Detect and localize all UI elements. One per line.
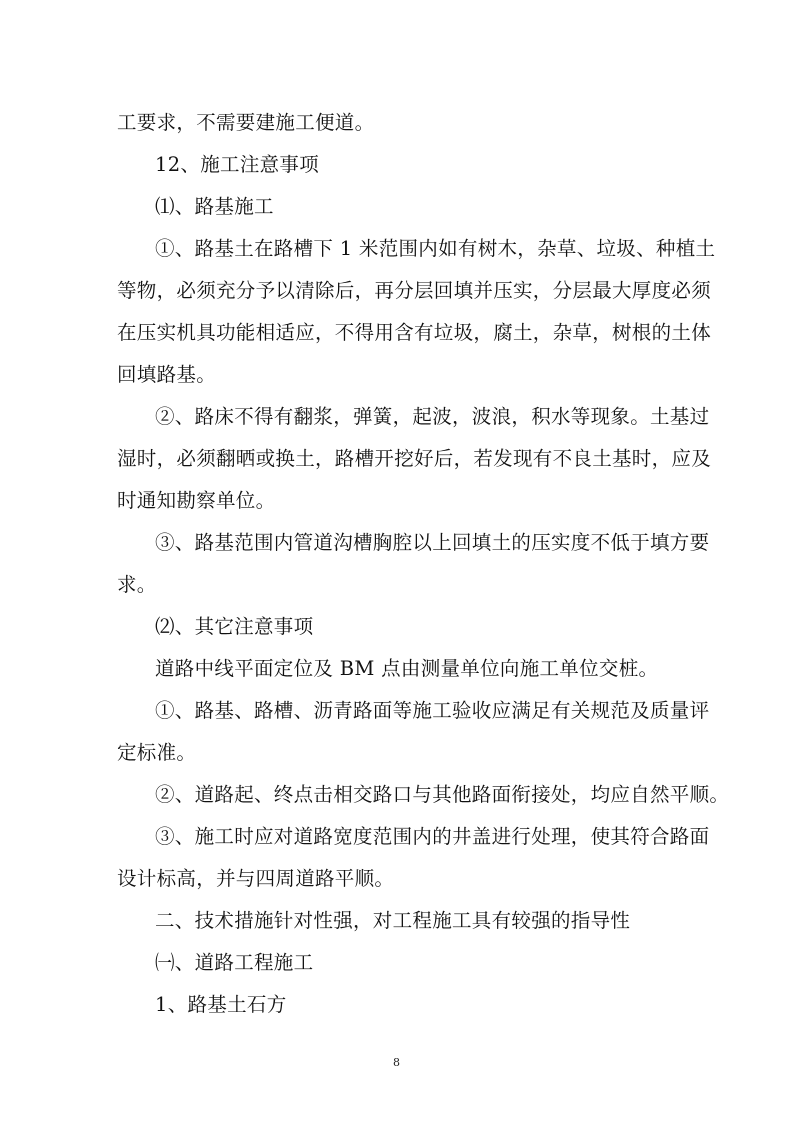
text-line: ②、道路起、终点击相交路口与其他路面衔接处，均应自然平顺。: [155, 783, 730, 806]
text-line: 道路中线平面定位及 BM 点由测量单位向施工单位交桩。: [155, 657, 659, 680]
text-line: 等物，必须充分予以清除后，再分层回填并压实，分层最大厚度必须: [117, 279, 712, 302]
text-line: ③、路基范围内管道沟槽胸腔以上回填土的压实度不低于填方要: [155, 531, 710, 554]
chapter-heading: 二、技术措施针对性强，对工程施工具有较强的指导性: [155, 909, 631, 932]
text-line: 湿时，必须翻晒或换土，路槽开挖好后，若发现有不良土基时，应及: [117, 447, 712, 470]
text-line: 工要求，不需要建施工便道。: [117, 111, 375, 134]
subsection-heading: ⑵、其它注意事项: [155, 615, 314, 638]
text-line: ②、路床不得有翻浆，弹簧，起波，波浪，积水等现象。土基过: [155, 405, 710, 428]
text-line: 定标准。: [117, 741, 197, 764]
section-heading: ㈠、道路工程施工: [155, 951, 314, 974]
text-line: 回填路基。: [117, 363, 217, 386]
section-heading: 1、路基土石方: [155, 993, 287, 1016]
subsection-heading: ⑴、路基施工: [155, 195, 274, 218]
text-line: ①、路基土在路槽下 1 米范围内如有树木，杂草、垃圾、种植土: [155, 237, 716, 260]
section-heading: 12、施工注意事项: [155, 153, 320, 176]
text-line: ③、施工时应对道路宽度范围内的井盖进行处理，使其符合路面: [155, 825, 710, 848]
text-line: 在压实机具功能相适应，不得用含有垃圾，腐土，杂草，树根的土体: [117, 321, 712, 344]
text-line: ①、路基、路槽、沥青路面等施工验收应满足有关规范及质量评: [155, 699, 710, 722]
text-line: 求。: [117, 573, 157, 596]
page-number: 8: [393, 1056, 400, 1069]
text-line: 设计标高，并与四周道路平顺。: [117, 867, 395, 890]
text-line: 时通知勘察单位。: [117, 489, 276, 512]
